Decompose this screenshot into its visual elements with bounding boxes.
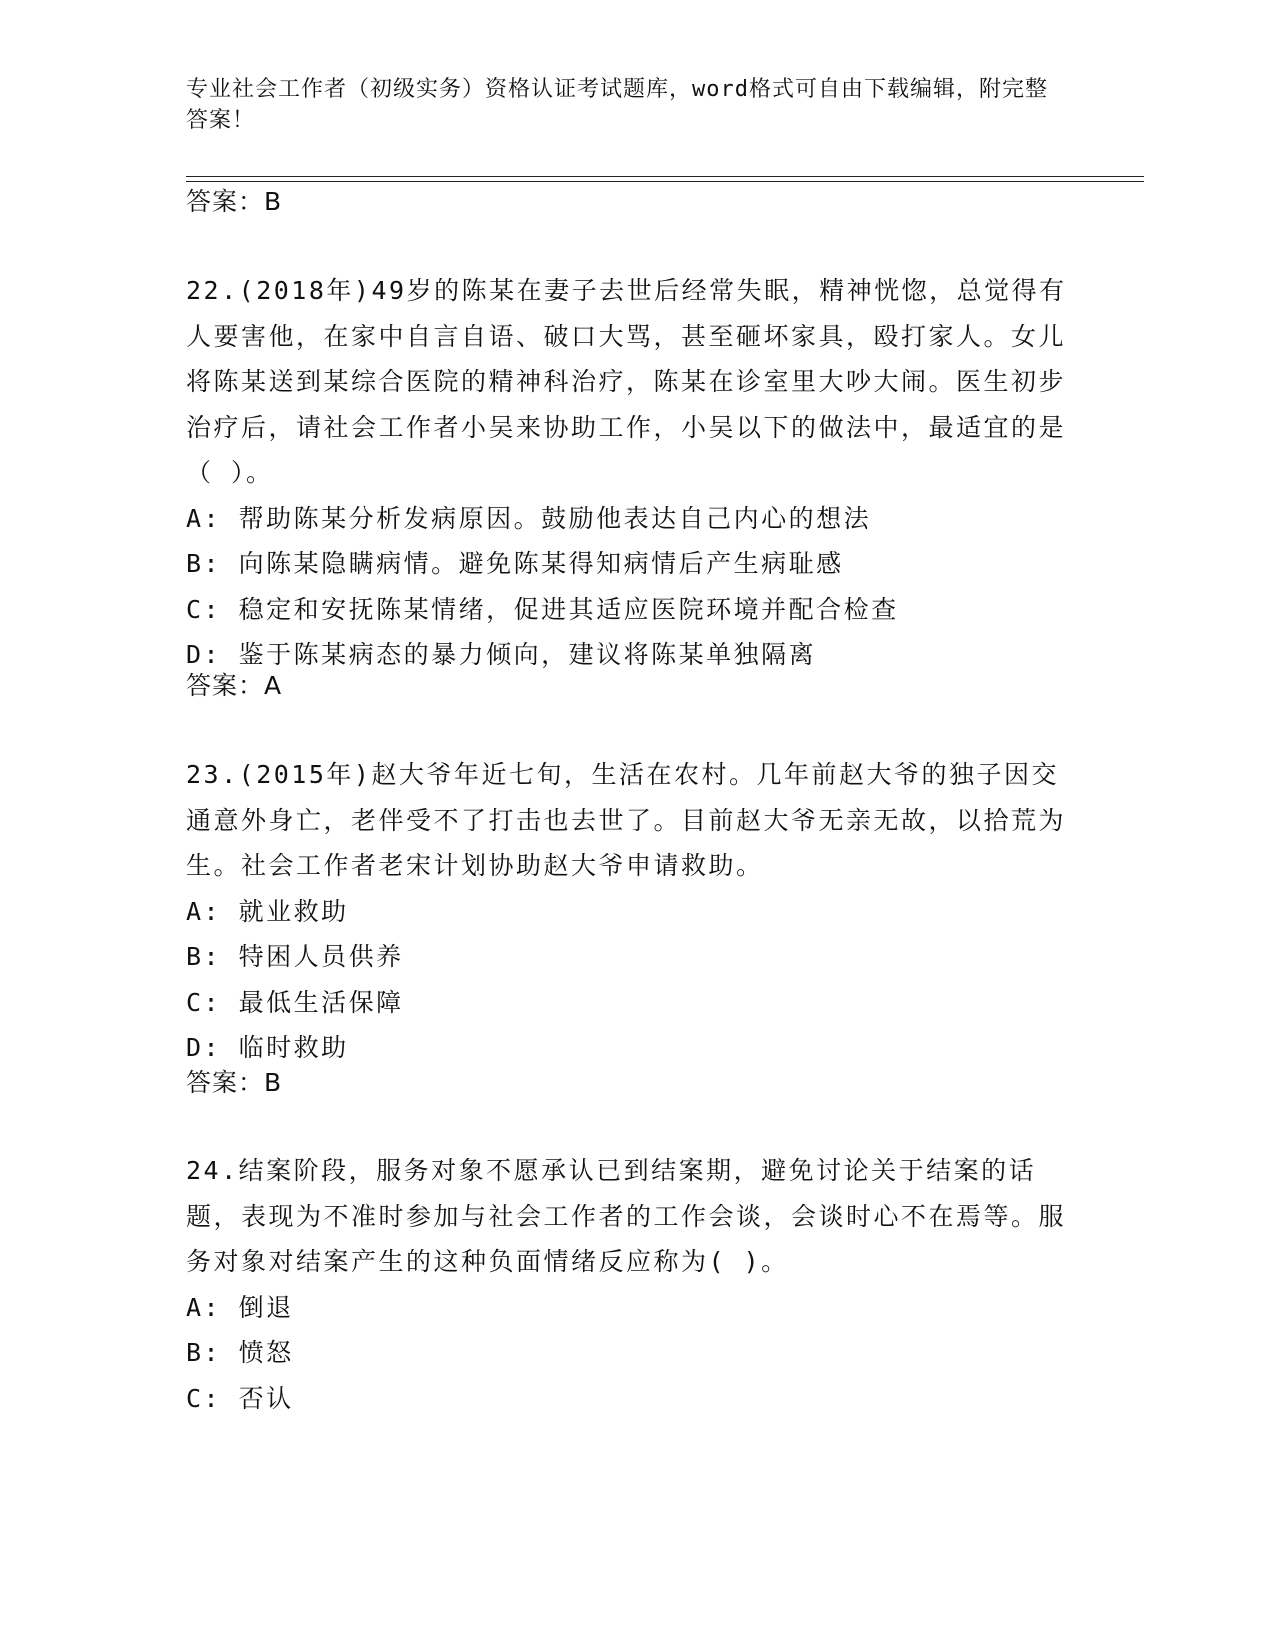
header-rule-top xyxy=(186,176,1144,177)
option-d: D: 鉴于陈某病态的暴力倾向，建议将陈某单独隔离 xyxy=(186,640,817,669)
answer-line: 答案：B xyxy=(186,187,283,216)
option-a: A: 帮助陈某分析发病原因。鼓励他表达自己内心的想法 xyxy=(186,503,872,533)
option-c: C: 最低生活保障 xyxy=(186,987,404,1017)
option-c: C: 否认 xyxy=(186,1383,294,1413)
page-header: 专业社会工作者（初级实务）资格认证考试题库，word格式可自由下载编辑，附完整答案！ xyxy=(186,77,1048,133)
question-stem: 22.(2018年)49岁的陈某在妻子去世后经常失眠，精神恍惚，总觉得有人要害他，在家中自言自语、破口大骂，甚至砸坏家具，殴打家人。女儿将陈某送到某综合医院的精神科治疗，陈某在诊室里大吵大闹。医生初步治疗后，请社会工作者小吴来协助工作，小吴以下的做法中，最适宜的是（ ）。 xyxy=(186,276,1067,487)
option-c: C: 稳定和安抚陈某情绪，促进其适应医院环境并配合检查 xyxy=(186,594,899,624)
option-b: B: 愤怒 xyxy=(186,1338,294,1367)
question-23 xyxy=(186,752,1086,1071)
question-stem: 23.(2015年)赵大爷年近七旬，生活在农村。几年前赵大爷的独子因交通意外身亡，老伴受不了打击也去世了。目前赵大爷无亲无故，以拾荒为生。社会工作者老宋计划协助赵大爷申请救助。 xyxy=(186,760,1067,880)
option-a: A: 倒退 xyxy=(186,1292,294,1322)
answer-line: 答案：A xyxy=(186,671,283,700)
option-b: B: 向陈某隐瞒病情。避免陈某得知病情后产生病耻感 xyxy=(186,549,844,578)
question-22 xyxy=(186,268,1086,678)
question-stem: 24.结案阶段，服务对象不愿承认已到结案期，避免讨论关于结案的话题，表现为不准时参加与社会工作者的工作会谈，会谈时心不在焉等。服务对象对结案产生的这种负面情绪反应称为( )。 xyxy=(186,1156,1067,1276)
option-b: B: 特困人员供养 xyxy=(186,942,404,971)
answer-line: 答案：B xyxy=(186,1068,283,1097)
option-a: A: 就业救助 xyxy=(186,896,349,926)
option-d: D: 临时救助 xyxy=(186,1033,349,1062)
header-rule-bottom xyxy=(186,181,1144,182)
question-24 xyxy=(186,1148,1086,1421)
